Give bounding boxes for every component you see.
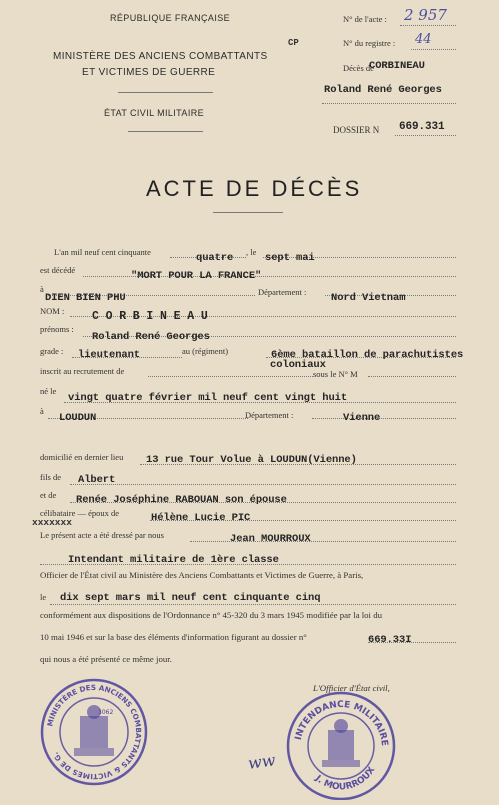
regiment-value-2: coloniaux xyxy=(270,359,326,371)
ministry-stamp xyxy=(40,678,148,786)
nom-label: NOM : xyxy=(40,306,65,316)
prenoms-label: prénoms : xyxy=(40,324,74,334)
death-date-value: sept mai xyxy=(265,252,315,264)
domicile-label: domicilié en dernier lieu xyxy=(40,452,124,462)
dossier-label: DOSSIER N xyxy=(333,125,380,135)
ministry-line-2: ET VICTIMES DE GUERRE xyxy=(82,67,216,78)
officier-text: Officier de l'État civil au Ministère des Anciens Combattants et Victimes de Guerre, à Paris, xyxy=(40,570,364,580)
act-date-line xyxy=(50,604,456,605)
mort-pour-la-france: "MORT POUR LA FRANCE" xyxy=(131,270,262,282)
birth-date-value: vingt quatre février mil neuf cent vingt huit xyxy=(68,392,348,404)
matricule-line xyxy=(368,376,456,377)
intendance-stamp-name: J. MOURROUX xyxy=(313,765,378,793)
republic-heading: RÉPUBLIQUE FRANÇAISE xyxy=(110,13,231,23)
registre-value: 44 xyxy=(415,32,432,47)
officer-name-value: Jean MOURROUX xyxy=(230,533,311,545)
deces-de-label: Décès de xyxy=(343,63,374,73)
strike-mark: xxxxxxx xyxy=(32,517,72,528)
spouse-value: Hélène Lucie PIC xyxy=(151,512,251,524)
officer-rank-value: Intendant militaire de 1ère classe xyxy=(68,554,279,566)
service-divider xyxy=(128,131,203,132)
deceased-label: est décédé xyxy=(40,265,76,275)
ministry-stamp-number: 3062 xyxy=(98,709,114,716)
dossier-line xyxy=(395,135,456,136)
intendance-stamp-ring-text: INTENDANCE MILITAIRE xyxy=(293,699,390,747)
deceased-given-names: Roland René Georges xyxy=(324,84,442,96)
celibataire-label: célibataire — époux de xyxy=(40,508,120,518)
registre-label: N° du registre : xyxy=(343,38,396,48)
birth-dept-value: Vienne xyxy=(343,412,381,424)
ne-le-label: né le xyxy=(40,386,57,396)
domicile-value: 13 rue Tour Volue à LOUDUN(Vienne) xyxy=(146,454,357,466)
intendance-stamp xyxy=(286,690,396,800)
nom-value: C O R B I N E A U xyxy=(92,310,208,323)
recrutement-label: inscrit au recrutement de xyxy=(40,366,125,376)
act-date-le-label: le xyxy=(40,592,47,602)
death-year-value: quatre xyxy=(196,252,234,264)
death-dept-value: Nord Vietnam xyxy=(331,292,406,304)
fils-de-label: fils de xyxy=(40,472,62,482)
recrutement-line xyxy=(148,376,313,377)
regiment-value: 6ème bataillon de parachutistes xyxy=(271,349,464,361)
registre-line xyxy=(411,49,456,50)
acte-number-value: 2 957 xyxy=(404,6,447,24)
grade-value: lieutenant xyxy=(78,349,141,361)
ministry-stamp-ring-text: MINISTÈRE DES ANCIENS COMBATTANTS & VICTIMES DE G. xyxy=(45,682,144,782)
et-de-label: et de xyxy=(40,490,57,500)
deceased-surname: CORBINEAU xyxy=(369,60,425,72)
act-date-value: dix sept mars mil neuf cent cinquante cinq xyxy=(60,592,321,604)
officer-signature-label: L'Officier d'État civil, xyxy=(313,683,390,693)
prenoms-value: Roland René Georges xyxy=(92,331,210,343)
acte-number-line xyxy=(400,25,456,26)
mother-value: Renée Joséphine RABOUAN son épouse xyxy=(76,494,287,506)
birth-dept-label: Département : xyxy=(245,410,294,420)
regiment-label: au (régiment) xyxy=(182,346,229,356)
intendance-stamp-graphic xyxy=(286,690,396,800)
birth-dept-line xyxy=(312,418,456,419)
grade-label: grade : xyxy=(40,346,64,356)
death-place-value: DIEN BIEN PHU xyxy=(45,292,126,304)
birth-a-label: à xyxy=(40,406,44,416)
signature-scribble: ww xyxy=(246,750,277,773)
dossier-ref-value: 669.33I xyxy=(368,634,412,646)
ministry-line-1: MINISTÈRE DES ANCIENS COMBATTANTS xyxy=(53,51,268,62)
year-label: L'an mil neuf cent cinquante xyxy=(54,247,151,257)
law-text: 10 mai 1946 et sur la base des éléments d'information figurant au dossier n° xyxy=(40,632,307,642)
dossier-value: 669.331 xyxy=(399,121,445,133)
service-heading: ÉTAT CIVIL MILITAIRE xyxy=(104,108,205,118)
ministry-stamp-graphic xyxy=(40,678,148,786)
presented-text: qui nous a été présenté ce même jour. xyxy=(40,654,172,664)
death-dept-label: Département : xyxy=(258,287,307,297)
place-a-label: à xyxy=(40,284,44,294)
dresse-label: Le présent acte a été dressé par nous xyxy=(40,530,164,540)
cp-mark: CP xyxy=(288,38,299,48)
day-label: , le xyxy=(246,247,257,257)
document-title: ACTE DE DÉCÈS xyxy=(146,176,363,201)
acte-number-label: N° de l'acte : xyxy=(343,14,387,24)
header-divider xyxy=(118,92,213,93)
father-value: Albert xyxy=(78,474,116,486)
matricule-label: sous le N° M xyxy=(313,369,358,379)
ordonnance-text: conformément aux dispositions de l'Ordonnance n° 45-320 du 3 mars 1945 modifiée par la loi du xyxy=(40,610,383,620)
deceased-name-line xyxy=(322,103,456,104)
title-underline xyxy=(213,212,283,213)
birth-place-value: LOUDUN xyxy=(59,412,97,424)
father-line xyxy=(70,484,456,485)
